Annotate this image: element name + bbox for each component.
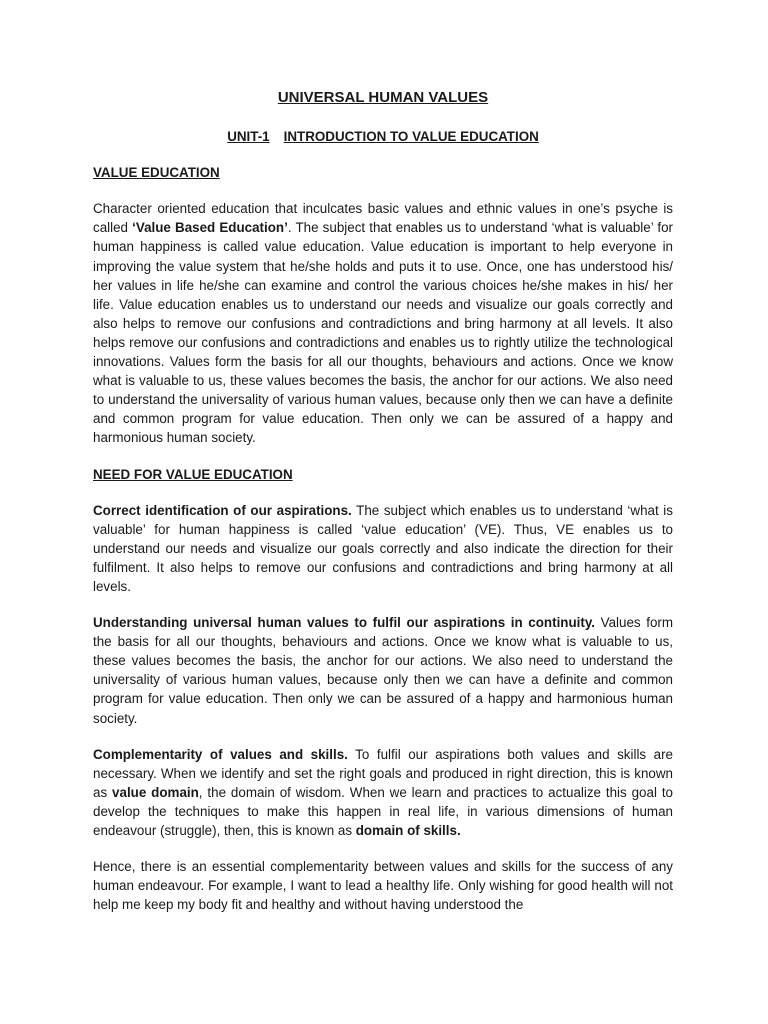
paragraph-complementarity <box>93 745 673 840</box>
section-heading-need: NEED FOR VALUE EDUCATION <box>93 466 293 482</box>
unit-heading <box>93 127 673 146</box>
paragraph-text: To fulfil our aspirations both values and skills are necessary. When we identify and set the right goals and produced in right direction, this is known as <box>93 746 674 800</box>
paragraph-bold-term: ‘Value Based Education’ <box>132 220 288 236</box>
paragraph-text: , the domain of wisdom. When we learn and practices to actualize this goal to develop the techniques to make this happen in real life, in various dimensions of human endeavour (struggle), then, this is known as <box>93 784 673 838</box>
paragraph-bold-term: value domain <box>112 784 199 800</box>
paragraph-text: Hence, there is an essential complementarity between values and skills for the success of any human endeavour. For example, I want to lead a healthy life. Only wishing for good health will not help me keep my body fit and healthy and without having understood the <box>93 859 673 913</box>
unit-number: UNIT-1 <box>227 129 270 145</box>
unit-title: INTRODUCTION TO VALUE EDUCATION <box>283 129 539 145</box>
paragraph-bold-term: domain of skills. <box>355 823 461 838</box>
paragraph-text: Character oriented education that inculcates basic values and ethnic values in one’s psyche is called <box>93 201 673 236</box>
paragraph-bold-lead: Complementarity of values and skills. <box>93 746 348 762</box>
document-content <box>93 88 673 931</box>
document-title: UNIVERSAL HUMAN VALUES <box>277 89 489 106</box>
section-heading-value-education: VALUE EDUCATION <box>93 165 220 181</box>
paragraph-aspirations <box>93 501 673 596</box>
paragraph-bold-lead: Correct identification of our aspirations. <box>93 502 352 518</box>
paragraph-value-education <box>93 199 673 447</box>
paragraph-universal-values <box>93 613 673 728</box>
paragraph-text: . The subject that enables us to understand ‘what is valuable’ for human happiness is called value education. Value education is important to help everyone in improving the value system that he/she holds and puts it to use. Once, one has understood his/ her values in life he/she can examine and control the various choices he/she makes in his/ her life. Value education enables us to understand our needs and visualize our goals correctly and also helps to remove our confusions and contradictions and bring harmony at all levels. It also helps remove our confusions and contradictions and enables us to rightly utilize the technological innovations. Values form the basis for all our thoughts, behaviours and actions. Once we know what is valuable to us, these values becomes the basis, the anchor for our actions. We also need to understand the universality of various human values, because only then we can have a definite and common program for value education. Then only we can be assured of a happy and harmonious human society. <box>93 220 673 446</box>
paragraph-text: The subject which enables us to understand ‘what is valuable’ for human happiness is called ‘value education’ (VE). Thus, VE enables us to understand our needs and visualize our goals correctly and also indicate the direction for their fulfilment. It also helps to remove our confusions and contradictions and bring harmony at all levels. <box>93 502 673 594</box>
paragraph-bold-lead: Understanding universal human values to fulfil our aspirations in continuity. <box>93 615 596 631</box>
paragraph-text: Values form the basis for all our thoughts, behaviours and actions. Once we know what is valuable to us, these values becomes the basis, the anchor for our actions. We also need to understand the universality of various human values, because only then we can have a definite and common program for value education. Then only we can be assured of a happy and harmonious human society. <box>93 615 673 726</box>
paragraph-healthy-life <box>93 857 673 914</box>
